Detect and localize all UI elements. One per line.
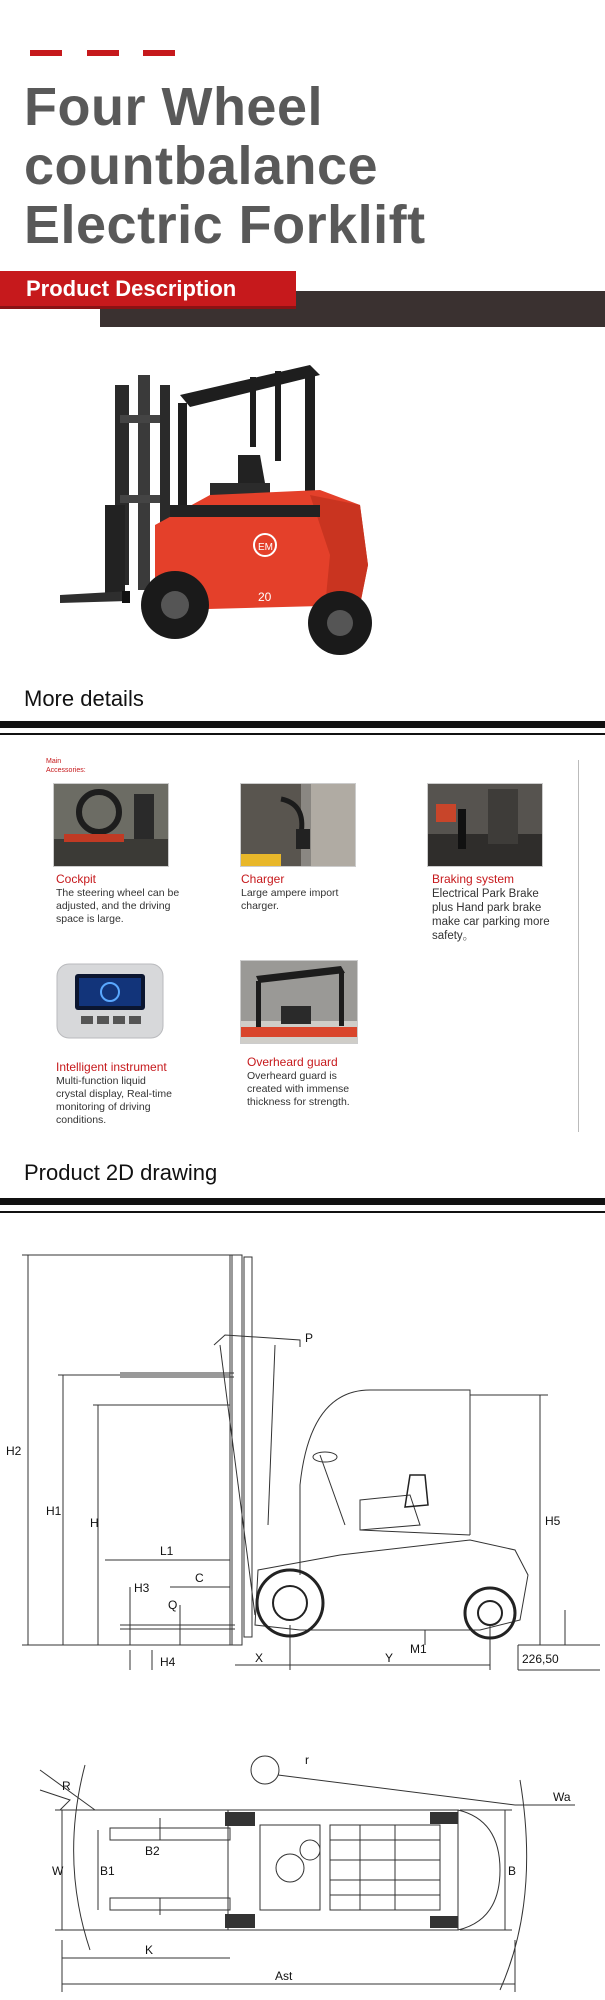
label-Ast: Ast <box>275 1969 293 1983</box>
label-K: K <box>145 1943 154 1957</box>
instrument-thumbnail <box>53 960 167 1042</box>
cockpit-thumbnail <box>53 783 169 867</box>
overhead-guard-thumbnail <box>240 960 358 1044</box>
label-H3: H3 <box>134 1581 150 1595</box>
label-X: X <box>255 1651 264 1665</box>
side-view-drawing <box>0 1225 605 1685</box>
label-H1: H1 <box>46 1504 62 1518</box>
page-title <box>24 78 426 255</box>
drawing-heading: Product 2D drawing <box>24 1160 218 1185</box>
drawing-rule-thick <box>0 1198 605 1205</box>
label-P: P <box>305 1331 314 1345</box>
card-title-charger: Charger <box>241 872 285 886</box>
brand-mark: EM <box>258 542 273 553</box>
card-text-charger: Large ampere import charger. <box>241 887 339 912</box>
card-text-instrument: Multi-function liquid crystal display, Real-time monitoring of driving conditions. <box>56 1075 172 1126</box>
label-H4: H4 <box>160 1655 176 1669</box>
card-title-overhead-guard: Overheard guard <box>247 1055 338 1069</box>
title-line-3: Electric Forklift <box>24 195 426 255</box>
label-M1: M1 <box>410 1642 427 1656</box>
label-226-50: 226,50 <box>522 1652 559 1666</box>
label-Wa: Wa <box>553 1790 571 1804</box>
label-Q: Q <box>168 1598 178 1612</box>
label-C: C <box>195 1571 204 1585</box>
top-view-drawing <box>0 1700 605 2000</box>
card-title-braking: Braking system <box>432 872 515 886</box>
label-B2: B2 <box>145 1844 160 1858</box>
model-badge: 20 <box>258 590 272 604</box>
more-details-heading: More details <box>24 686 144 711</box>
title-line-1: Four Wheel <box>24 77 323 137</box>
drawing-rule-thin <box>0 1211 605 1213</box>
charger-thumbnail <box>240 783 356 867</box>
label-B: B <box>508 1864 517 1878</box>
label-B1: B1 <box>100 1864 115 1878</box>
label-L1: L1 <box>160 1544 174 1558</box>
card-text-overhead-guard: Overheard guard is created with immense thickness for strength. <box>247 1070 350 1108</box>
card-text-braking: Electrical Park Brake plus Hand park brake make car parking more safety。 <box>432 888 550 942</box>
label-Y: Y <box>385 1651 394 1665</box>
section-rule-thin <box>0 733 605 735</box>
card-title-instrument: Intelligent instrument <box>56 1060 167 1074</box>
corner-label-main: Main <box>46 758 62 765</box>
title-line-2: countbalance <box>24 136 379 196</box>
accent-dash-3 <box>143 50 175 56</box>
card-text-cockpit: The steering wheel can be adjusted, and the driving space is large. <box>56 887 180 925</box>
label-R: R <box>62 1779 71 1793</box>
card-title-cockpit: Cockpit <box>56 872 97 886</box>
accent-dash-1 <box>30 50 62 56</box>
corner-label-accessories: Accessories: <box>46 767 86 774</box>
forklift-photo <box>60 355 460 685</box>
braking-thumbnail <box>427 783 543 867</box>
card-panel-border <box>578 760 579 1132</box>
label-H2: H2 <box>6 1444 22 1458</box>
section-rule-thick <box>0 721 605 728</box>
label-H5: H5 <box>545 1514 561 1528</box>
accent-dash-2 <box>87 50 119 56</box>
label-W: W <box>52 1864 64 1878</box>
product-description-banner: Product Description <box>0 271 296 306</box>
label-r: r <box>305 1753 309 1767</box>
label-H: H <box>90 1516 99 1530</box>
banner-shadow <box>0 306 296 309</box>
